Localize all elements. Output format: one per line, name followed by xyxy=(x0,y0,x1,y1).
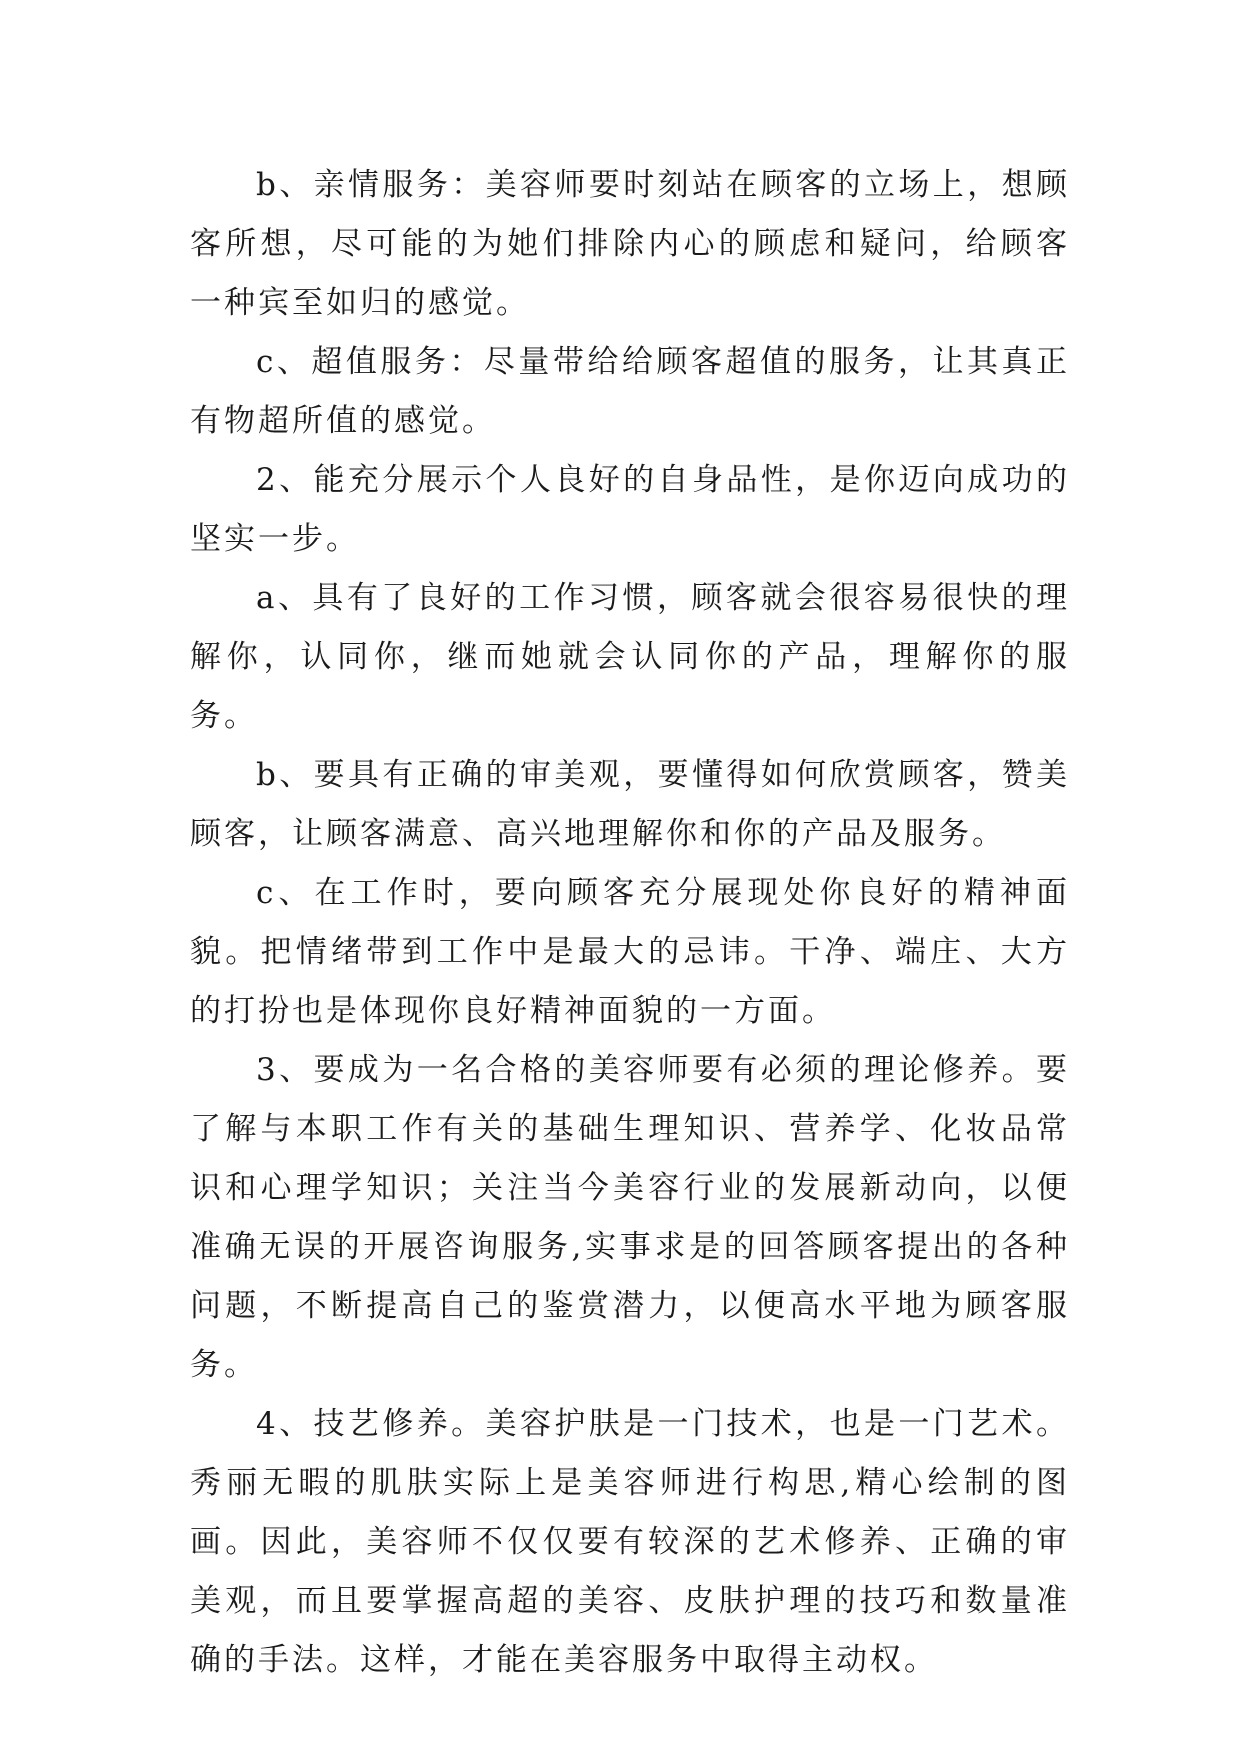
paragraph-3-theory: 3、要成为一名合格的美容师要有必须的理论修养。要了解与本职工作有关的基础生理知识、营养学、化妆品常识和心理学知识；关注当今美容行业的发展新动向，以便准确无误的开展咨询服务,实事求是的回答顾客提出的各种问题，不断提高自己的鉴赏潜力，以便高水平地为顾客服务。 xyxy=(190,1052,1070,1383)
paragraph-4-skills: 4、技艺修养。美容护肤是一门技术，也是一门艺术。秀丽无暇的肌肤实际上是美容师进行构思,精心绘制的图画。因此，美容师不仅仅要有较深的艺术修养、正确的审美观，而且要掌握高超的美容、皮肤护理的技巧和数量准确的手法。这样，才能在美容服务中取得主动权。 xyxy=(190,1406,1070,1678)
paragraph-c-spirit: c、在工作时，要向顾客充分展现处你良好的精神面貌。把情绪带到工作中是最大的忌讳。干净、端庄、大方的打扮也是体现你良好精神面貌的一方面。 xyxy=(190,875,1070,1029)
paragraph-c-value-service: c、超值服务：尽量带给给顾客超值的服务，让其真正有物超所值的感觉。 xyxy=(190,344,1070,439)
paragraph-a-work-habits: a、具有了良好的工作习惯，顾客就会很容易很快的理解你，认同你，继而她就会认同你的产品，理解你的服务。 xyxy=(190,580,1070,734)
paragraph-b-family-service: b、亲情服务：美容师要时刻站在顾客的立场上，想顾客所想，尽可能的为她们排除内心的顾虑和疑问，给顾客一种宾至如归的感觉。 xyxy=(190,167,1070,321)
paragraph-b-aesthetics: b、要具有正确的审美观，要懂得如何欣赏顾客，赞美顾客，让顾客满意、高兴地理解你和你的产品及服务。 xyxy=(190,757,1070,852)
document-body xyxy=(190,156,1070,1690)
paragraph-2-personal-character: 2、能充分展示个人良好的自身品性，是你迈向成功的坚实一步。 xyxy=(190,462,1070,557)
